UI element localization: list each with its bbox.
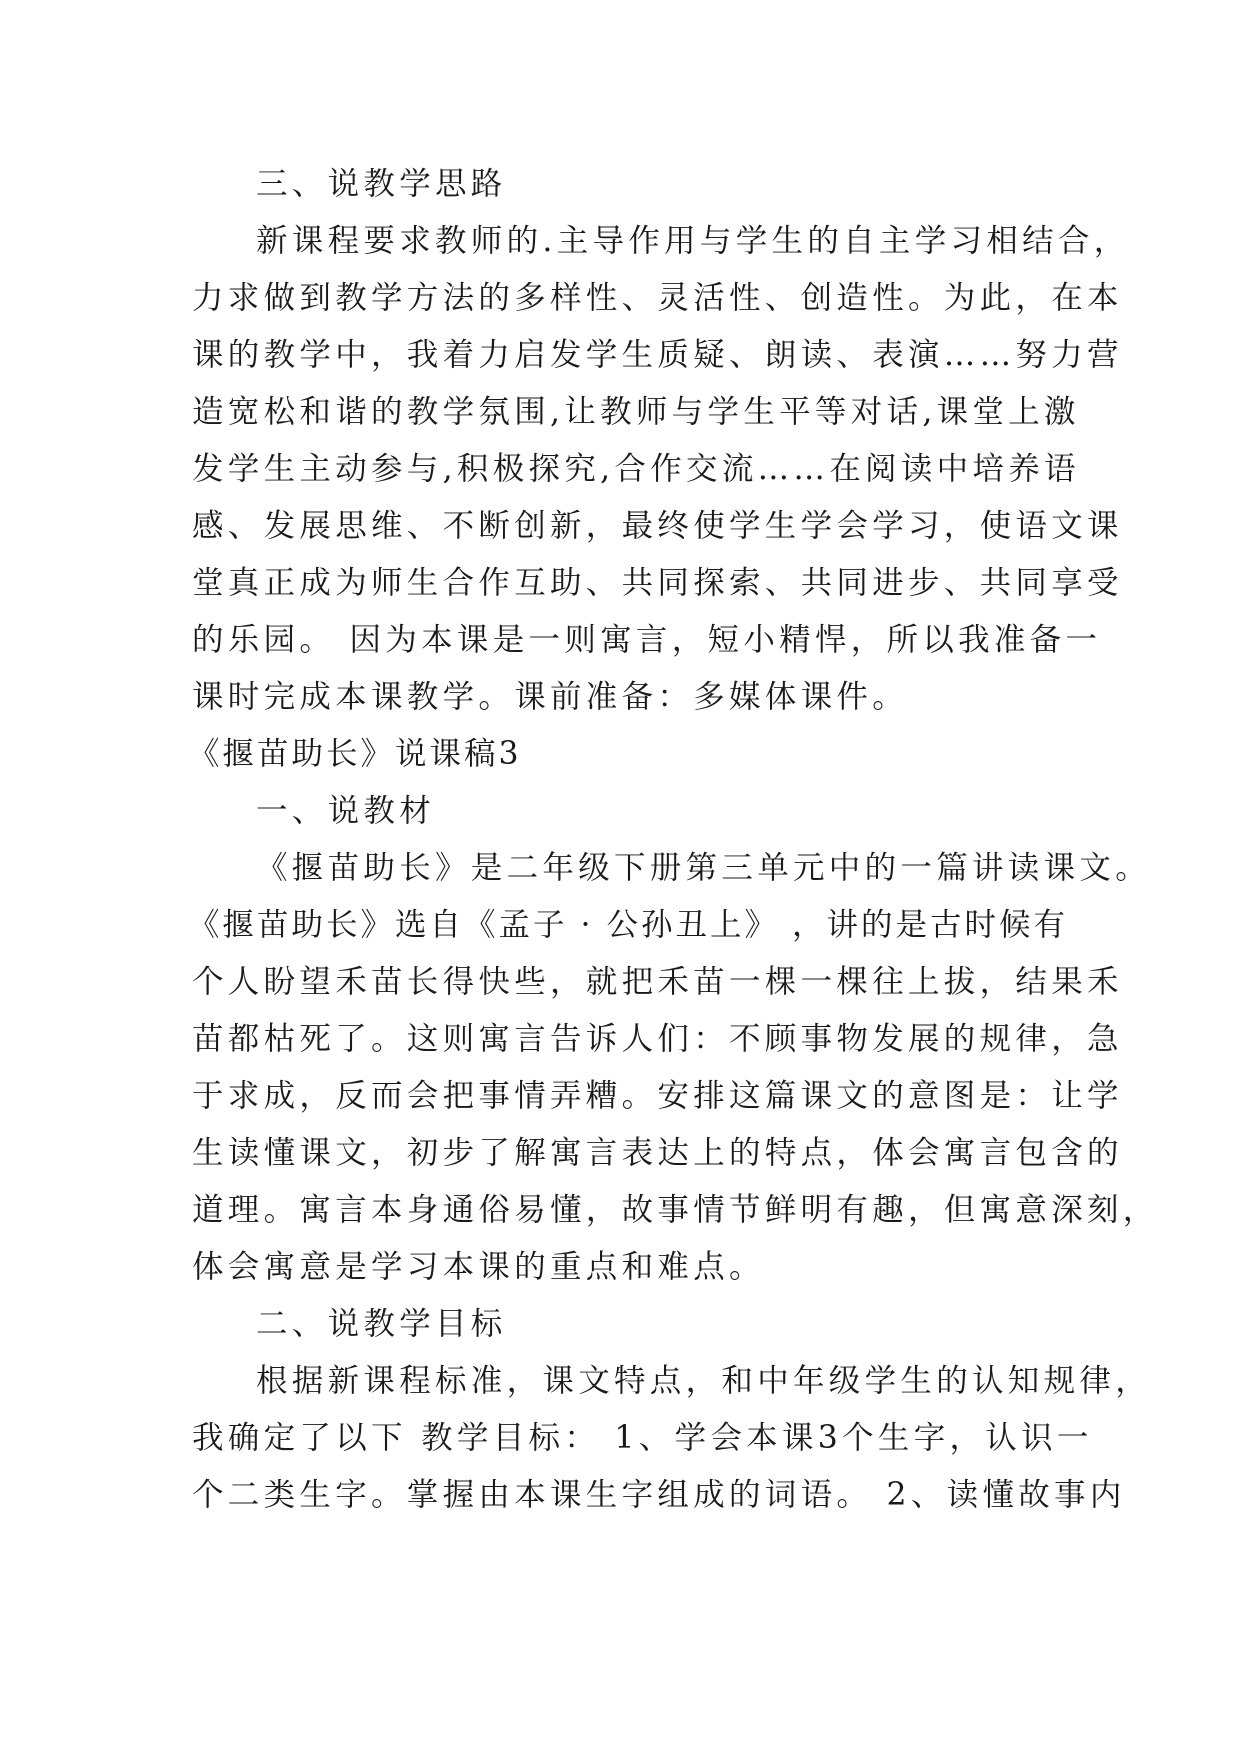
- paragraph-line: 堂真正成为师生合作互助、共同探索、共同进步、共同享受: [192, 565, 1123, 601]
- paragraph-line: 课的教学中，我着力启发学生质疑、朗读、表演……努力营: [192, 337, 1123, 373]
- paragraph-line: 发学生主动参与,积极探究,合作交流……在阅读中培养语: [192, 451, 1080, 487]
- heading-teaching-approach: 三、说教学思路: [256, 166, 507, 202]
- paragraph-line: 生读懂课文，初步了解寓言表达上的特点，体会寓言包含的: [192, 1135, 1123, 1171]
- paragraph-line: 道理。寓言本身通俗易懂，故事情节鲜明有趣，但寓意深刻，: [192, 1192, 1159, 1228]
- paragraph-line: 感、发展思维、不断创新，最终使学生学会学习，使语文课: [192, 508, 1123, 544]
- paragraph-line: 我确定了以下 教学目标： 1、学会本课3个生字，认识一: [192, 1420, 1093, 1456]
- paragraph-line: 力求做到教学方法的多样性、灵活性、创造性。为此，在本: [192, 280, 1123, 316]
- paragraph-line: 苗都枯死了。这则寓言告诉人们：不顾事物发展的规律，急: [192, 1021, 1123, 1057]
- paragraph-line: 课时完成本课教学。课前准备：多媒体课件。: [192, 679, 909, 715]
- paragraph-line: 个二类生字。掌握由本课生字组成的词语。 2、读懂故事内: [192, 1477, 1126, 1513]
- paragraph-line: 造宽松和谐的教学氛围,让教师与学生平等对话,课堂上激: [192, 394, 1080, 430]
- paragraph-line: 《揠苗助长》选自《孟子 · 公孙丑上》 ，讲的是古时候有: [188, 907, 1069, 943]
- heading-teaching-goals: 二、说教学目标: [256, 1306, 507, 1342]
- paragraph-line: 根据新课程标准，课文特点，和中年级学生的认知规律，: [256, 1363, 1152, 1399]
- paragraph-line: 新课程要求教师的.主导作用与学生的自主学习相结合，: [256, 223, 1130, 259]
- paragraph-line: 的乐园。 因为本课是一则寓言，短小精悍，所以我准备一: [192, 622, 1102, 658]
- paragraph-line: 《揠苗助长》是二年级下册第三单元中的一篇讲读课文。: [256, 850, 1152, 886]
- paragraph-line: 体会寓意是学习本课的重点和难点。: [192, 1249, 765, 1285]
- section-title: 《揠苗助长》说课稿3: [188, 736, 522, 772]
- paragraph-line: 于求成，反而会把事情弄糟。安排这篇课文的意图是：让学: [192, 1078, 1123, 1114]
- paragraph-line: 个人盼望禾苗长得快些，就把禾苗一棵一棵往上拔，结果禾: [192, 964, 1123, 1000]
- heading-teaching-material: 一、说教材: [256, 793, 436, 829]
